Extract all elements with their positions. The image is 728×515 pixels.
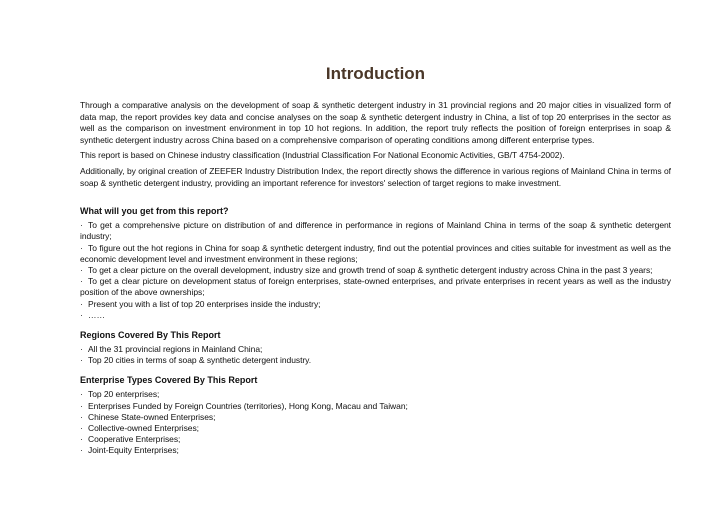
intro-paragraph-2: This report is based on Chinese industry classification (Industrial Classification For National Economic Activities, GB/T 4754-2002). <box>80 150 565 161</box>
list-item <box>80 412 671 423</box>
list-item-text: Top 20 cities in terms of soap & synthetic detergent industry. <box>88 355 312 366</box>
list-item-text: To get a comprehensive picture on distribution of and difference in performance in regions of Mainland China in terms of the soap & synthetic detergent industry; <box>80 220 671 242</box>
bullet-marker: · <box>80 355 83 366</box>
bullet-marker: · <box>80 276 83 287</box>
list-item <box>80 434 671 445</box>
list-item-text: …… <box>88 309 105 320</box>
bullet-marker: · <box>80 298 83 309</box>
list-item-text: Joint-Equity Enterprises; <box>88 445 179 456</box>
regions-list <box>80 344 671 366</box>
bullet-marker: · <box>80 264 83 275</box>
list-item-text: Chinese State-owned Enterprises; <box>88 411 216 422</box>
section-heading-regions: Regions Covered By This Report <box>80 329 221 340</box>
list-item-text: Top 20 enterprises; <box>88 389 160 400</box>
list-item <box>80 310 671 321</box>
page-title: Introduction <box>325 64 426 83</box>
bullet-marker: · <box>80 445 83 456</box>
list-item <box>80 401 671 412</box>
bullet-marker: · <box>80 309 83 320</box>
list-item-text: To figure out the hot regions in China for soap & synthetic detergent industry, find out the potential provinces and cities suitable for investment as well as the economic development level and investment environment in these regions; <box>80 242 671 264</box>
intro-paragraph-3: Additionally, by original creation of ZEEFER Industry Distribution Index, the report directly shows the difference in various regions of Mainland China in terms of soap & synthetic detergent industry, providing an important reference for investors' selection of target regions to make investment. <box>80 165 671 188</box>
list-item <box>80 344 671 355</box>
list-item <box>80 355 671 366</box>
list-item-text: Collective-owned Enterprises; <box>88 423 199 433</box>
list-item <box>80 423 671 434</box>
list-item-text: To get a clear picture on the overall development, industry size and growth trend of soap & synthetic detergent industry across China in the past 3 years; <box>88 264 653 275</box>
intro-paragraph-1: Through a comparative analysis on the development of soap & synthetic detergent industry in 31 provincial regions and 20 major cities in visualized form of data map, the report provides key data and concise analyses on the soap & synthetic detergent industry in China, a list of top 20 enterprises in the sector as well as the comparison on investment environment in top 10 hot regions. In addition, the report truly reflects the position of foreign enterprises in soap & synthetic detergent industry across China based on a comprehensive comparison of operating conditions among different enterprise types. <box>80 100 671 145</box>
list-item-text: Enterprises Funded by Foreign Countries (territories), Hong Kong, Macau and Taiwan; <box>88 400 408 411</box>
list-item <box>80 243 671 265</box>
list-item <box>80 220 671 242</box>
bullet-marker: · <box>80 434 83 445</box>
bullet-marker: · <box>80 411 83 422</box>
section-heading-benefits: What will you get from this report? <box>80 206 229 217</box>
list-item-text: Present you with a list of top 20 enterprises inside the industry; <box>88 298 321 309</box>
bullet-marker: · <box>80 389 83 400</box>
spacer <box>80 193 671 205</box>
bullet-marker: · <box>80 220 83 231</box>
list-item-text: All the 31 provincial regions in Mainland China; <box>88 343 263 354</box>
bullet-marker: · <box>80 242 83 253</box>
list-item <box>80 299 671 310</box>
bullet-marker: · <box>80 423 83 433</box>
list-item <box>80 389 671 400</box>
section-heading-enterprise-types: Enterprise Types Covered By This Report <box>80 375 258 386</box>
list-item <box>80 265 671 276</box>
document-page <box>80 64 671 465</box>
list-item-text: Cooperative Enterprises; <box>88 434 181 445</box>
bullet-marker: · <box>80 343 83 354</box>
list-item <box>80 276 671 298</box>
list-item <box>80 445 671 456</box>
list-item-text: To get a clear picture on development status of foreign enterprises, state-owned enterprises, and private enterprises in recent years as well as the industry position of the above ownerships; <box>80 276 671 298</box>
benefits-list <box>80 220 671 321</box>
bullet-marker: · <box>80 400 83 411</box>
enterprise-types-list <box>80 389 671 456</box>
